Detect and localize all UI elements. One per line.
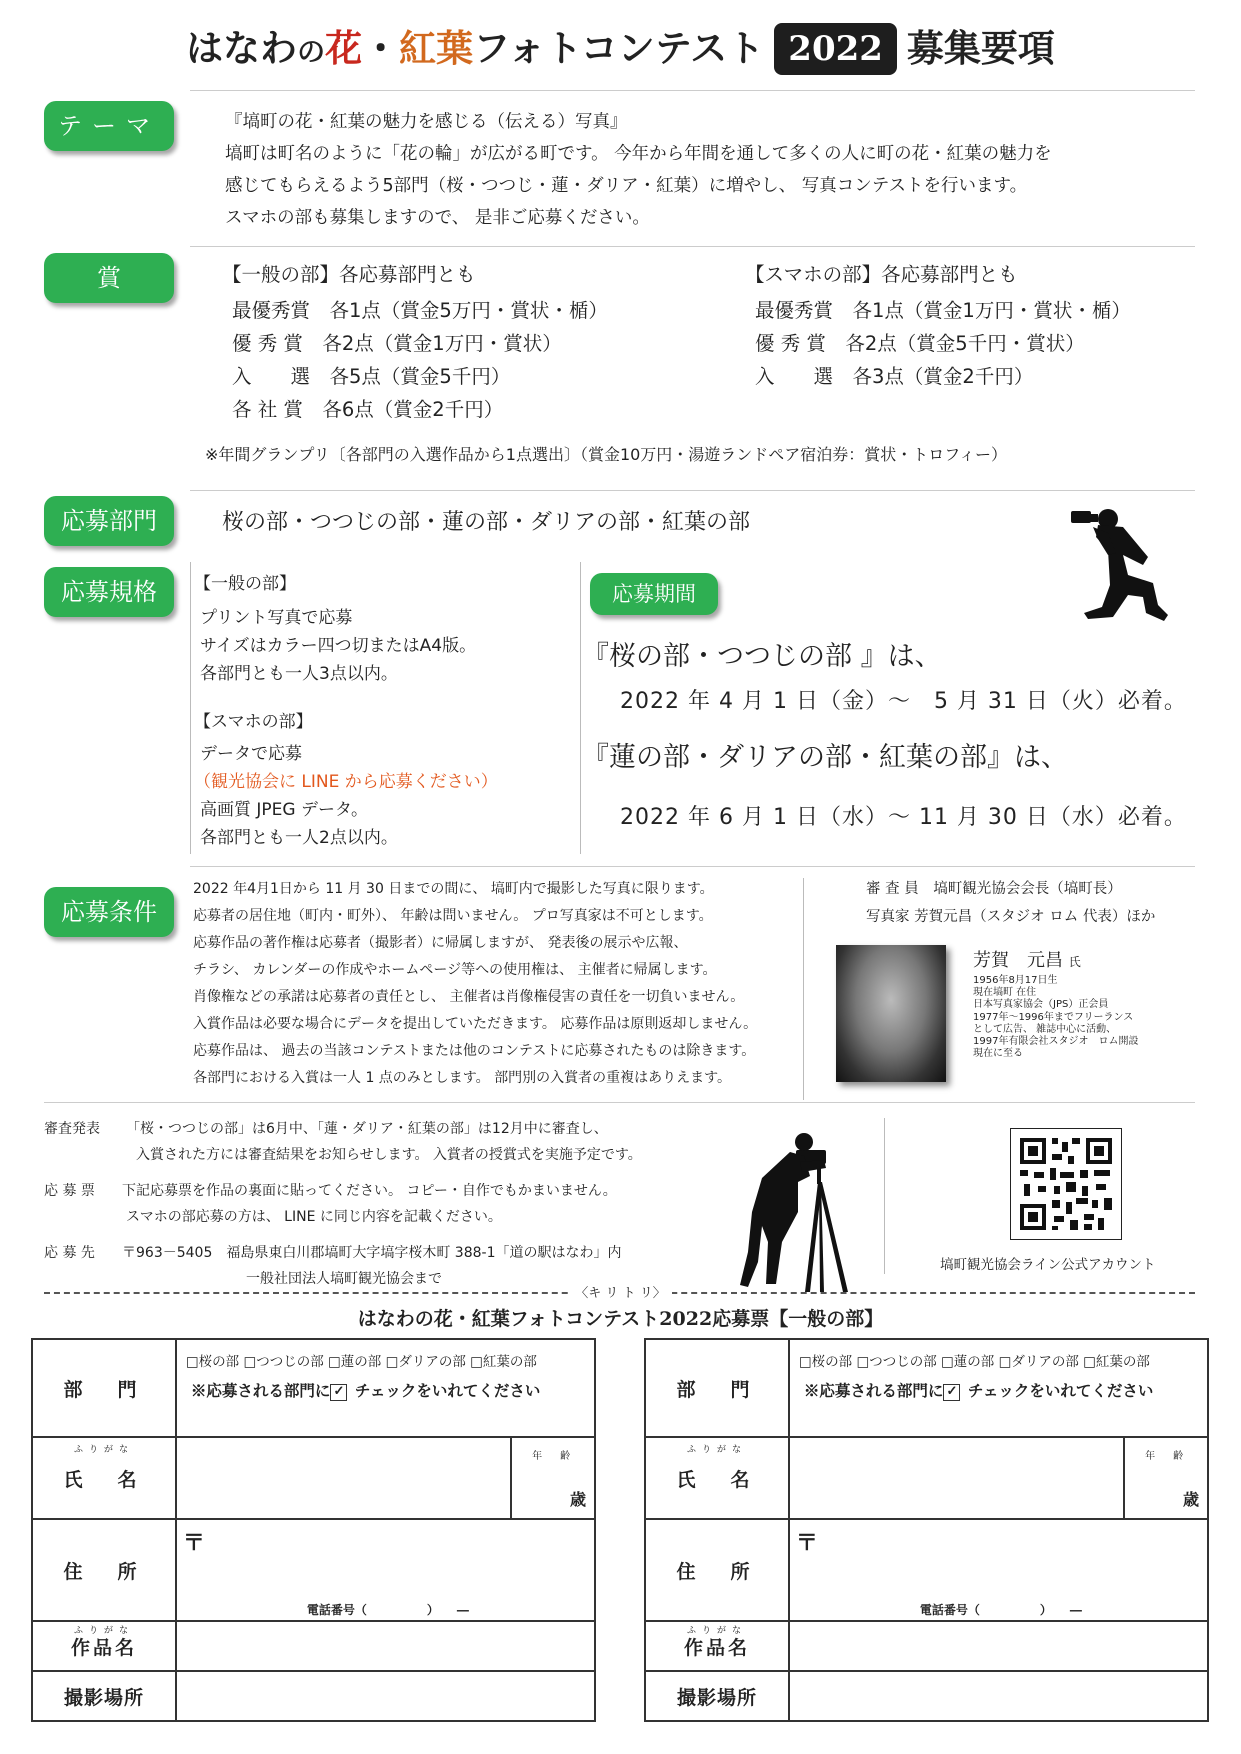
place-label: 撮影場所 — [645, 1671, 789, 1721]
theme-line: 塙町は町名のように「花の輪」が広がる町です。 今年から年間を通して多くの人に町の花・紅葉の魅力を — [225, 144, 1052, 164]
profile-line: 現在に至る — [973, 1048, 1023, 1060]
title-hanawa: はなわ — [186, 26, 298, 70]
judge-name-text: 芳賀 元昌 — [973, 950, 1063, 971]
option-hasu[interactable]: □蓮の部 — [328, 1354, 382, 1370]
name-label-cell — [645, 1437, 789, 1519]
profile-line: 1956年8月17日生 — [973, 975, 1058, 986]
dept-label: 部 門 — [645, 1339, 789, 1437]
title-bosyu: 募集要項 — [906, 26, 1055, 70]
form-text: スマホの部応募の方は、 LINE に同じ内容を記載ください。 — [126, 1209, 502, 1225]
check-instruction — [191, 1379, 594, 1401]
qr-caption: 塙町観光協会ライン公式アカウント — [940, 1257, 1156, 1273]
tripod-photographer-icon — [738, 1122, 878, 1294]
condition-line: 入賞作品は必要な場合にデータを提出していただきます。 応募作品は原則返却しません。 — [193, 1016, 758, 1032]
title-no: の — [297, 35, 326, 68]
spec-line: データで応募 — [200, 744, 302, 764]
dept-label: 部 門 — [32, 1339, 176, 1437]
info-block — [44, 1116, 642, 1292]
profile-line: 1997年有限会社スタジオ ロム開設 — [973, 1036, 1139, 1048]
theme-line: 『塙町の花・紅葉の魅力を感じる（伝える）写真』 — [225, 112, 628, 132]
work-input[interactable] — [176, 1621, 595, 1671]
furigana: ふりがな — [73, 1445, 134, 1455]
check-instruction — [804, 1379, 1207, 1401]
condition-line: 2022 年4月1日から 11 月 30 日までの間に、 塙町内で撮影した写真に限ります。 — [193, 881, 714, 897]
judge-photo — [836, 945, 946, 1082]
prize-row: 最優秀賞 各1点（賞金1万円・賞状・楯） — [755, 299, 1131, 322]
theme-text — [225, 106, 1052, 234]
phone-label: 電話番号（ ） ― — [306, 1603, 469, 1617]
prize-row: 各 社 賞 各6点（賞金2千円） — [232, 398, 504, 421]
dest-text: 一般社団法人塙町観光協会まで — [246, 1271, 442, 1287]
page-title — [0, 18, 1241, 78]
prize-row: 最優秀賞 各1点（賞金5万円・賞状・楯） — [232, 299, 608, 322]
dept-cell — [176, 1339, 595, 1437]
option-koyo[interactable]: □紅葉の部 — [470, 1354, 537, 1370]
judge-profile — [973, 975, 1138, 1060]
divider — [44, 1102, 1195, 1103]
spec-tag: 応募規格 — [44, 567, 174, 617]
judge-line: 審 査 員 塙町観光協会会長（塙町長） — [866, 881, 1122, 897]
spec-line: サイズはカラー四つ切またはA4版。 — [200, 636, 477, 656]
place-input[interactable] — [176, 1671, 595, 1721]
check-pre: ※応募される部門に — [803, 1381, 944, 1400]
name-input[interactable] — [176, 1437, 511, 1519]
option-tsutsuji[interactable]: □つつじの部 — [856, 1354, 937, 1370]
divider-vertical — [580, 562, 581, 854]
option-dahlia[interactable]: □ダリアの部 — [998, 1354, 1079, 1370]
place-label: 撮影場所 — [32, 1671, 176, 1721]
qr-code-icon — [1010, 1128, 1122, 1240]
place-input[interactable] — [789, 1671, 1208, 1721]
option-dahlia[interactable]: □ダリアの部 — [385, 1354, 466, 1370]
period-group2: 『蓮の部・ダリアの部・紅葉の部』は、 — [582, 742, 1068, 773]
name-label-cell — [32, 1437, 176, 1519]
condition-line: 各部門における入賞は一人 1 点のみとします。 部門別の入賞者の重複はありえます。 — [193, 1070, 732, 1086]
option-koyo[interactable]: □紅葉の部 — [1083, 1354, 1150, 1370]
dest-label: 応 募 先 — [44, 1245, 95, 1261]
addr-input[interactable] — [789, 1519, 1208, 1621]
furigana: ふりがな — [686, 1445, 747, 1455]
phone-label: 電話番号（ ） ― — [919, 1603, 1082, 1617]
postal-mark: 〒 — [182, 1530, 205, 1556]
work-label-cell — [645, 1621, 789, 1671]
form-label: 応 募 票 — [44, 1183, 95, 1199]
age-label: 年 齢 — [1145, 1451, 1188, 1462]
work-label: 作品名 — [683, 1636, 750, 1659]
period-tag: 応募期間 — [590, 573, 718, 615]
divider — [190, 90, 1195, 91]
cut-label: 〈キ リ ト リ〉 — [569, 1286, 671, 1301]
prize-tag: 賞 — [44, 253, 174, 303]
spec-line: 高画質 JPEG データ。 — [200, 800, 368, 820]
categories-text: 桜の部・つつじの部・蓮の部・ダリアの部・紅葉の部 — [222, 510, 751, 535]
prize-row: 入 選 各3点（賞金2千円） — [755, 365, 1034, 388]
profile-line: 日本写真家協会（JPS）正会員 — [973, 999, 1109, 1011]
kneeling-photographer-icon — [1068, 505, 1178, 625]
theme-line: スマホの部も募集しますので、 是非ご応募ください。 — [225, 208, 650, 228]
announce-label: 審査発表 — [44, 1121, 100, 1137]
furigana: ふりがな — [686, 1626, 747, 1636]
age-label: 年 齢 — [532, 1451, 575, 1462]
profile-line: 現在塙町 在住 — [973, 987, 1037, 999]
name-label: 氏 名 — [676, 1468, 758, 1491]
condition-line: 応募作品の著作権は応募者（撮影者）に帰属しますが、 発表後の展示や広報、 — [193, 935, 688, 951]
postal-mark: 〒 — [795, 1530, 818, 1556]
period-date2: 2022 年 6 月 1 日（水）～ 11 月 30 日（水）必着。 — [620, 805, 1187, 830]
conditions-tag: 応募条件 — [44, 887, 174, 937]
period-group1: 『桜の部・つつじの部 』は、 — [582, 641, 942, 672]
furigana: ふりがな — [73, 1626, 134, 1636]
title-koyo: 紅葉 — [399, 26, 474, 70]
spec-text — [194, 570, 498, 852]
age-cell[interactable] — [1124, 1437, 1208, 1519]
dept-cell — [789, 1339, 1208, 1437]
title-hana: 花 — [325, 26, 363, 70]
title-contest: フォトコンテスト — [473, 26, 765, 70]
divider-vertical — [190, 562, 191, 854]
condition-line: 肖像権などの承諾は応募者の責任とし、 主催者は肖像権侵害の責任を一切負いません。 — [193, 989, 745, 1005]
dest-text: 〒963－5405 福島県東白川郡塙町大字塙字桜木町 388-1「道の駅はなわ」内 — [122, 1245, 622, 1261]
conditions-text — [193, 876, 757, 1092]
spec-line-note: （観光協会に LINE から応募ください） — [194, 772, 498, 792]
work-label: 作品名 — [70, 1636, 137, 1659]
divider — [190, 490, 1195, 491]
option-sakura[interactable]: □桜の部 — [185, 1354, 240, 1370]
judge-honorific: 氏 — [1068, 955, 1081, 969]
name-label: 氏 名 — [63, 1468, 145, 1491]
judge-line: 写真家 芳賀元昌（スタジオ ロム 代表）ほか — [866, 909, 1156, 925]
title-year-badge: 2022 — [774, 23, 897, 75]
check-post: チェックをいれてください — [354, 1381, 541, 1400]
option-hasu[interactable]: □蓮の部 — [941, 1354, 995, 1370]
judge-name — [973, 946, 1081, 972]
title-dot: ・ — [362, 26, 400, 70]
cut-label-wrap — [0, 1282, 1241, 1301]
divider — [190, 866, 1195, 867]
prize-general — [222, 258, 608, 426]
age-unit: 歳 — [569, 1490, 586, 1509]
condition-line: 応募作品は、 過去の当該コンテストまたは他のコンテストに応募されたものは除きます。 — [193, 1043, 756, 1059]
spec-line: プリント写真で応募 — [200, 608, 353, 628]
check-mark-icon: ✓ — [943, 1384, 960, 1401]
profile-line: 1977年～1996年までフリーランス — [973, 1011, 1134, 1023]
period-date1: 2022 年 4 月 1 日（金）～ 5 月 31 日（火）必着。 — [620, 689, 1187, 714]
divider — [190, 246, 1195, 247]
form-title: はなわの花・紅葉フォトコンテスト2022応募票【一般の部】 — [357, 1308, 884, 1330]
check-mark-icon: ✓ — [330, 1384, 347, 1401]
check-post: チェックをいれてください — [967, 1381, 1154, 1400]
dept-options — [186, 1350, 594, 1370]
grandprix-note: ※年間グランプリ〔各部門の入選作品から1点選出〕（賞金10万円・湯遊ランドペア宿泊券：賞状・トロフィー） — [205, 445, 1008, 464]
work-label-cell — [32, 1621, 176, 1671]
form-text: 下記応募票を作品の裏面に貼ってください。 コピー・自作でもかまいません。 — [122, 1183, 617, 1199]
addr-input[interactable] — [176, 1519, 595, 1621]
theme-tag: テーマ — [44, 101, 174, 151]
condition-line: チラシ、 カレンダーの作成やホームページ等への使用権は、 主催者に帰属します。 — [193, 962, 717, 978]
entry-form-right — [644, 1338, 1209, 1722]
age-cell[interactable] — [511, 1437, 595, 1519]
work-input[interactable] — [789, 1621, 1208, 1671]
prize-row: 入 選 各5点（賞金5千円） — [232, 365, 511, 388]
profile-line: として広告、 雑誌中心に活動、 — [973, 1023, 1117, 1035]
option-sakura[interactable]: □桜の部 — [798, 1354, 853, 1370]
condition-line: 応募者の居住地（町内・町外）、 年齢は問いません。 プロ写真家は不可とします。 — [193, 908, 713, 924]
age-unit: 歳 — [1182, 1490, 1199, 1509]
prize-smart-heading: 【スマホの部】各応募部門とも — [745, 263, 1018, 286]
prize-general-heading: 【一般の部】各応募部門とも — [222, 263, 476, 286]
divider-vertical — [884, 1118, 885, 1274]
spec-general-heading: 【一般の部】 — [194, 574, 296, 594]
announce-text: 「桜・つつじの部」は6月中、「蓮・ダリア・紅葉の部」は12月中に審査し、 — [126, 1121, 608, 1137]
check-pre: ※応募される部門に — [190, 1381, 331, 1400]
prize-smartphone — [745, 258, 1131, 393]
option-tsutsuji[interactable]: □つつじの部 — [243, 1354, 324, 1370]
spec-line: 各部門とも一人2点以内。 — [200, 828, 398, 848]
prize-row: 優 秀 賞 各2点（賞金1万円・賞状） — [232, 332, 562, 355]
dept-options — [799, 1350, 1207, 1370]
spec-smart-heading: 【スマホの部】 — [194, 712, 313, 732]
name-input[interactable] — [789, 1437, 1124, 1519]
spec-line: 各部門とも一人3点以内。 — [200, 664, 398, 684]
theme-line: 感じてもらえるよう5部門（桜・つつじ・蓮・ダリア・紅葉）に増やし、 写真コンテストを行います。 — [225, 176, 1028, 196]
judges — [866, 875, 1155, 931]
addr-label: 住 所 — [645, 1519, 789, 1621]
announce-text: 入賞された方には審査結果をお知らせします。 入賞者の授賞式を実施予定です。 — [136, 1147, 642, 1163]
divider-vertical — [803, 878, 804, 1100]
categories-tag: 応募部門 — [44, 496, 174, 546]
entry-form-left — [31, 1338, 596, 1722]
addr-label: 住 所 — [32, 1519, 176, 1621]
prize-row: 優 秀 賞 各2点（賞金5千円・賞状） — [755, 332, 1085, 355]
